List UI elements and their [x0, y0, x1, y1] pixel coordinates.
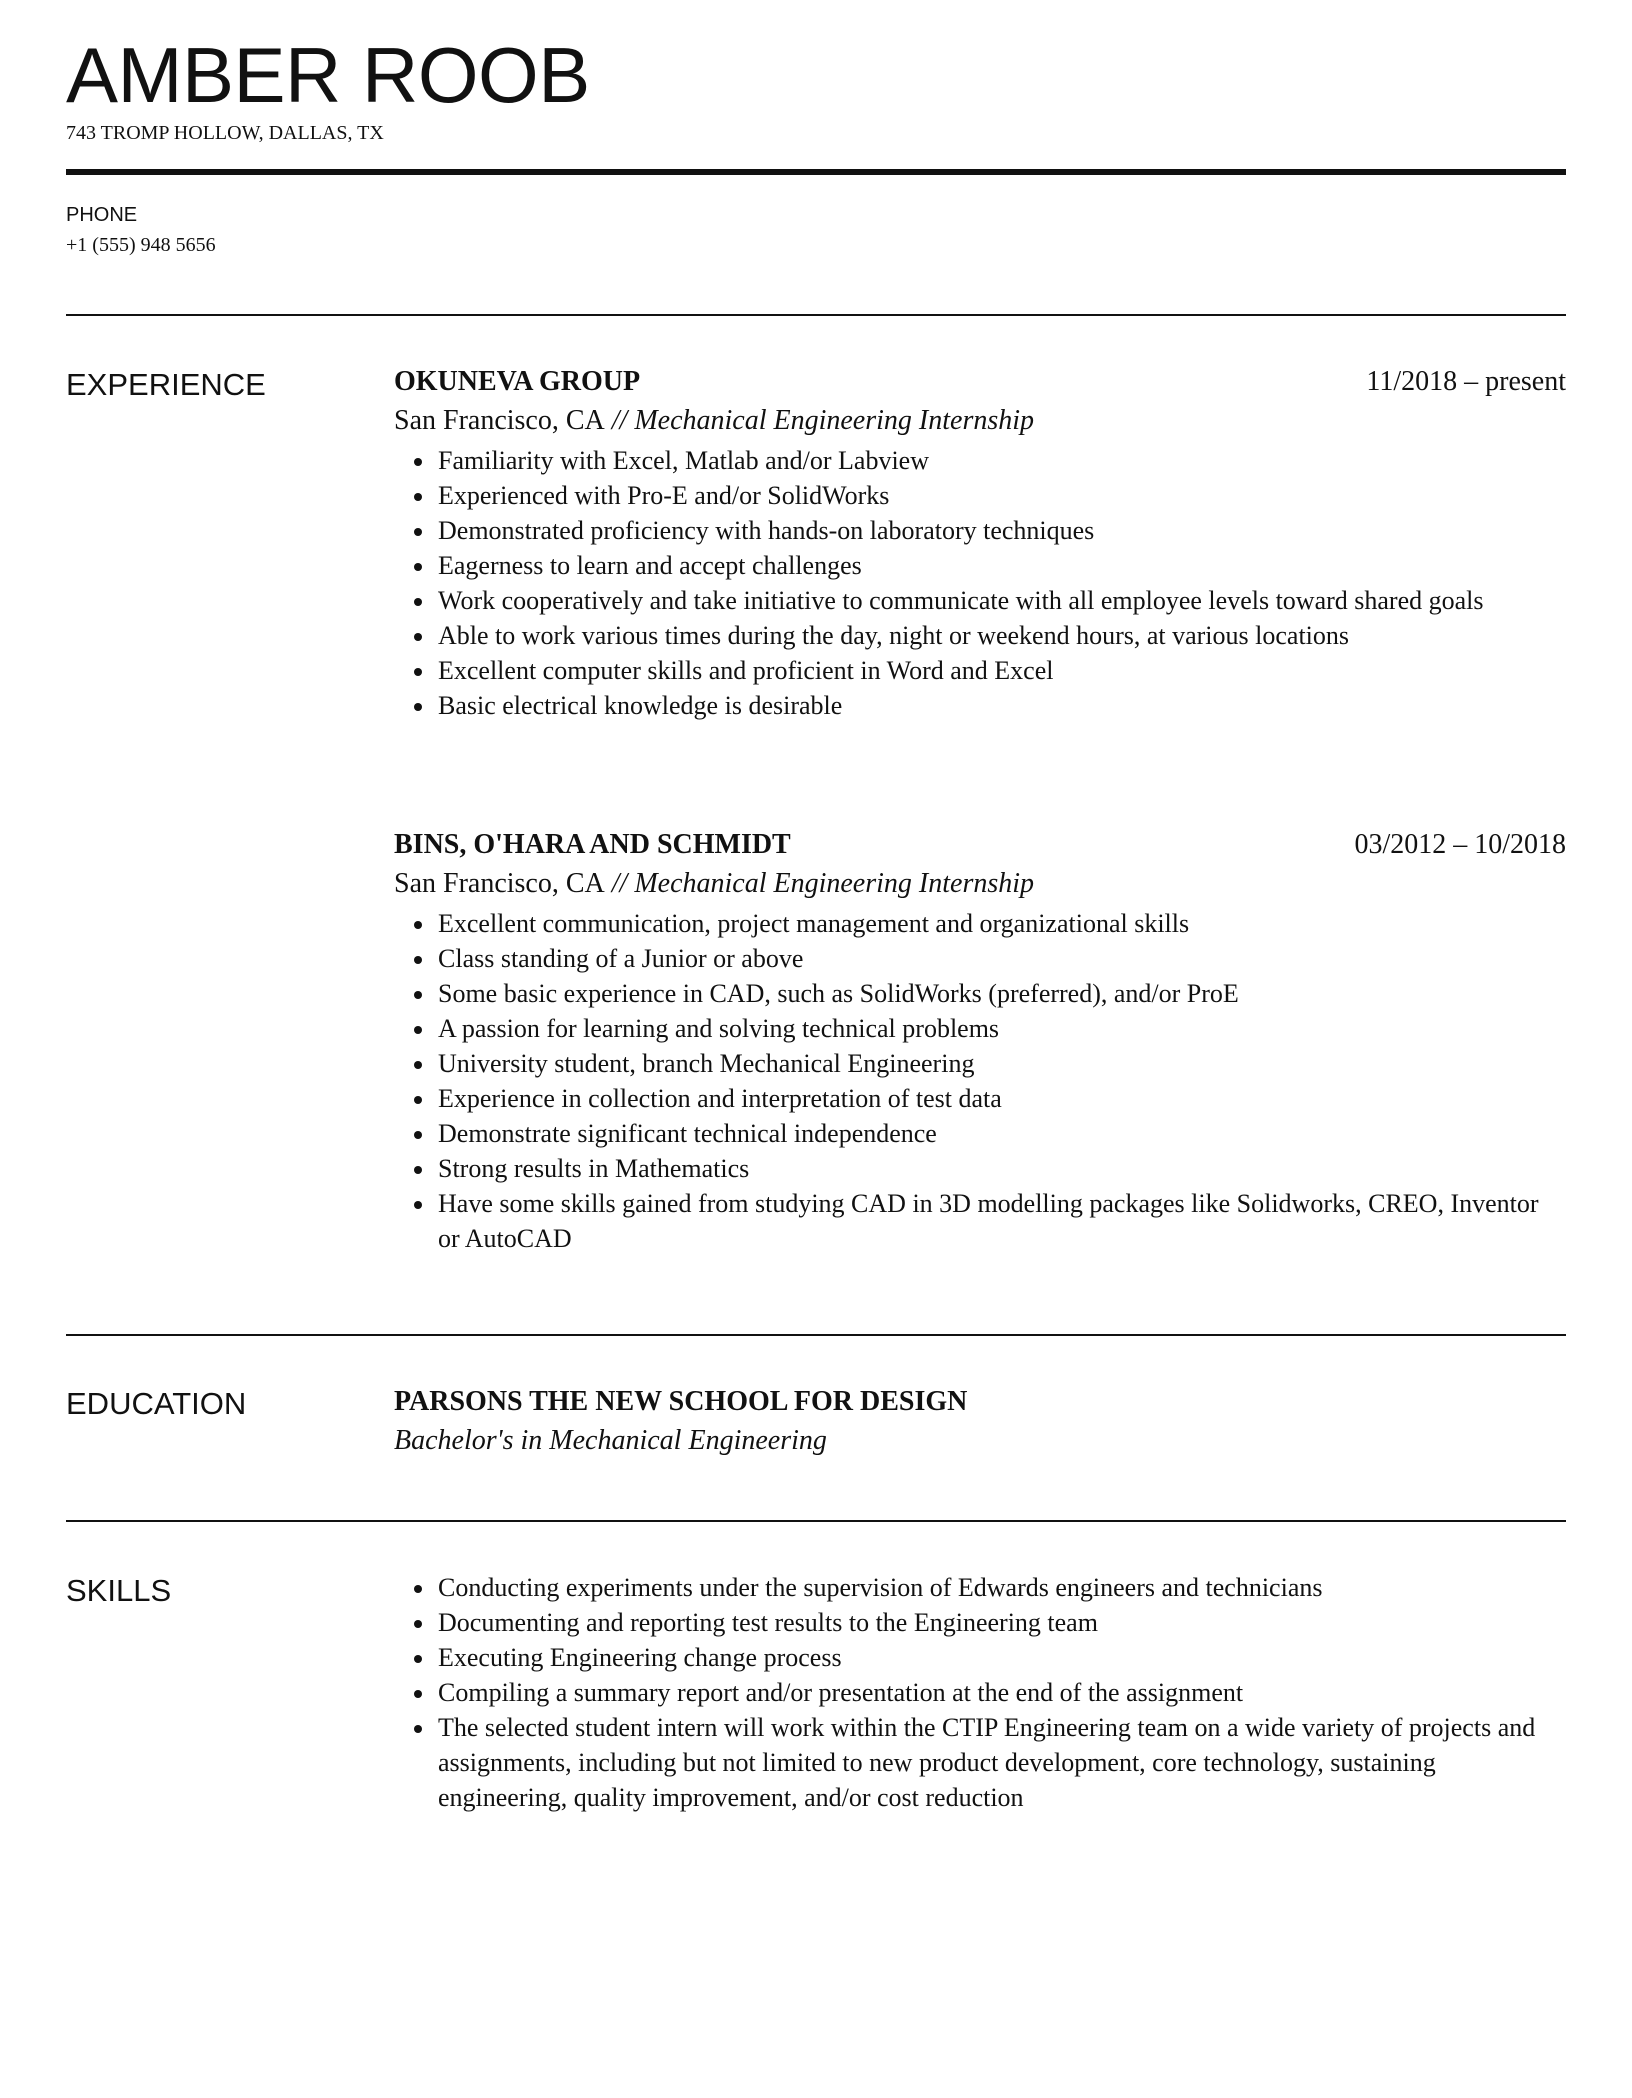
company-name: OKUNEVA GROUP: [394, 366, 641, 397]
job-role: Mechanical Engineering Internship: [634, 868, 1035, 899]
section-divider: [66, 1334, 1566, 1336]
job-subtitle: [394, 401, 1566, 441]
job-location: San Francisco, CA: [394, 405, 605, 436]
subtitle-separator: //: [604, 868, 635, 899]
list-item: • The selected student intern will work within the CTIP Engineering team on a wide variety of projects and assignments, including but not limited to new product development, core technology, sustaining engineering, quality improvement, and/or cost reduction: [436, 1710, 1566, 1815]
list-item: • Documenting and reporting test results to the Engineering team: [436, 1605, 1566, 1640]
job-subtitle: [394, 864, 1566, 904]
list-item: • Work cooperatively and take initiative to communicate with all employee levels toward shared goals: [436, 583, 1566, 618]
subtitle-separator: //: [604, 405, 635, 436]
job-entry: [394, 826, 1566, 1256]
list-item: • Eagerness to learn and accept challenges: [436, 548, 1566, 583]
list-item: • Able to work various times during the day, night or weekend hours, at various locations: [436, 618, 1566, 653]
list-item: • A passion for learning and solving technical problems: [436, 1011, 1566, 1046]
list-item: • Excellent communication, project management and organizational skills: [436, 906, 1566, 941]
education-heading: EDUCATION: [66, 1386, 247, 1421]
section-divider: [66, 314, 1566, 316]
list-item: • Strong results in Mathematics: [436, 1151, 1566, 1186]
job-bullets: [394, 906, 1566, 1256]
header-divider: [66, 169, 1566, 175]
skills-list: [394, 1570, 1566, 1815]
list-item: • University student, branch Mechanical Engineering: [436, 1046, 1566, 1081]
candidate-address: 743 TROMP HOLLOW, DALLAS, TX: [66, 122, 384, 144]
list-item: • Experienced with Pro-E and/or SolidWorks: [436, 478, 1566, 513]
section-divider: [66, 1520, 1566, 1522]
list-item: • Excellent computer skills and proficient in Word and Excel: [436, 653, 1566, 688]
list-item: • Experience in collection and interpretation of test data: [436, 1081, 1566, 1116]
skills-entry: [394, 1570, 1566, 1815]
school-name: PARSONS THE NEW SCHOOL FOR DESIGN: [394, 1386, 968, 1417]
phone-label: PHONE: [66, 204, 138, 226]
degree: Bachelor's in Mechanical Engineering: [394, 1425, 827, 1456]
education-entry: [394, 1383, 1566, 1461]
list-item: • Basic electrical knowledge is desirable: [436, 688, 1566, 723]
job-bullets: [394, 443, 1566, 723]
job-location: San Francisco, CA: [394, 868, 605, 899]
list-item: • Some basic experience in CAD, such as SolidWorks (preferred), and/or ProE: [436, 976, 1566, 1011]
list-item: • Familiarity with Excel, Matlab and/or Labview: [436, 443, 1566, 478]
list-item: • Compiling a summary report and/or presentation at the end of the assignment: [436, 1675, 1566, 1710]
job-entry: [394, 363, 1566, 723]
job-dates: 03/2012 – 10/2018: [1354, 829, 1566, 860]
list-item: • Class standing of a Junior or above: [436, 941, 1566, 976]
list-item: • Demonstrate significant technical independence: [436, 1116, 1566, 1151]
job-role: Mechanical Engineering Internship: [634, 405, 1035, 436]
list-item: • Conducting experiments under the supervision of Edwards engineers and technicians: [436, 1570, 1566, 1605]
phone-number: +1 (555) 948 5656: [66, 234, 216, 256]
list-item: • Executing Engineering change process: [436, 1640, 1566, 1675]
experience-heading: EXPERIENCE: [66, 367, 266, 402]
list-item: • Demonstrated proficiency with hands-on laboratory techniques: [436, 513, 1566, 548]
skills-heading: SKILLS: [66, 1573, 172, 1608]
candidate-name: AMBER ROOB: [66, 31, 590, 119]
list-item: • Have some skills gained from studying CAD in 3D modelling packages like Solidworks, CREO, Inventor or AutoCAD: [436, 1186, 1566, 1256]
job-dates: 11/2018 – present: [1366, 366, 1566, 397]
company-name: BINS, O'HARA AND SCHMIDT: [394, 829, 791, 860]
